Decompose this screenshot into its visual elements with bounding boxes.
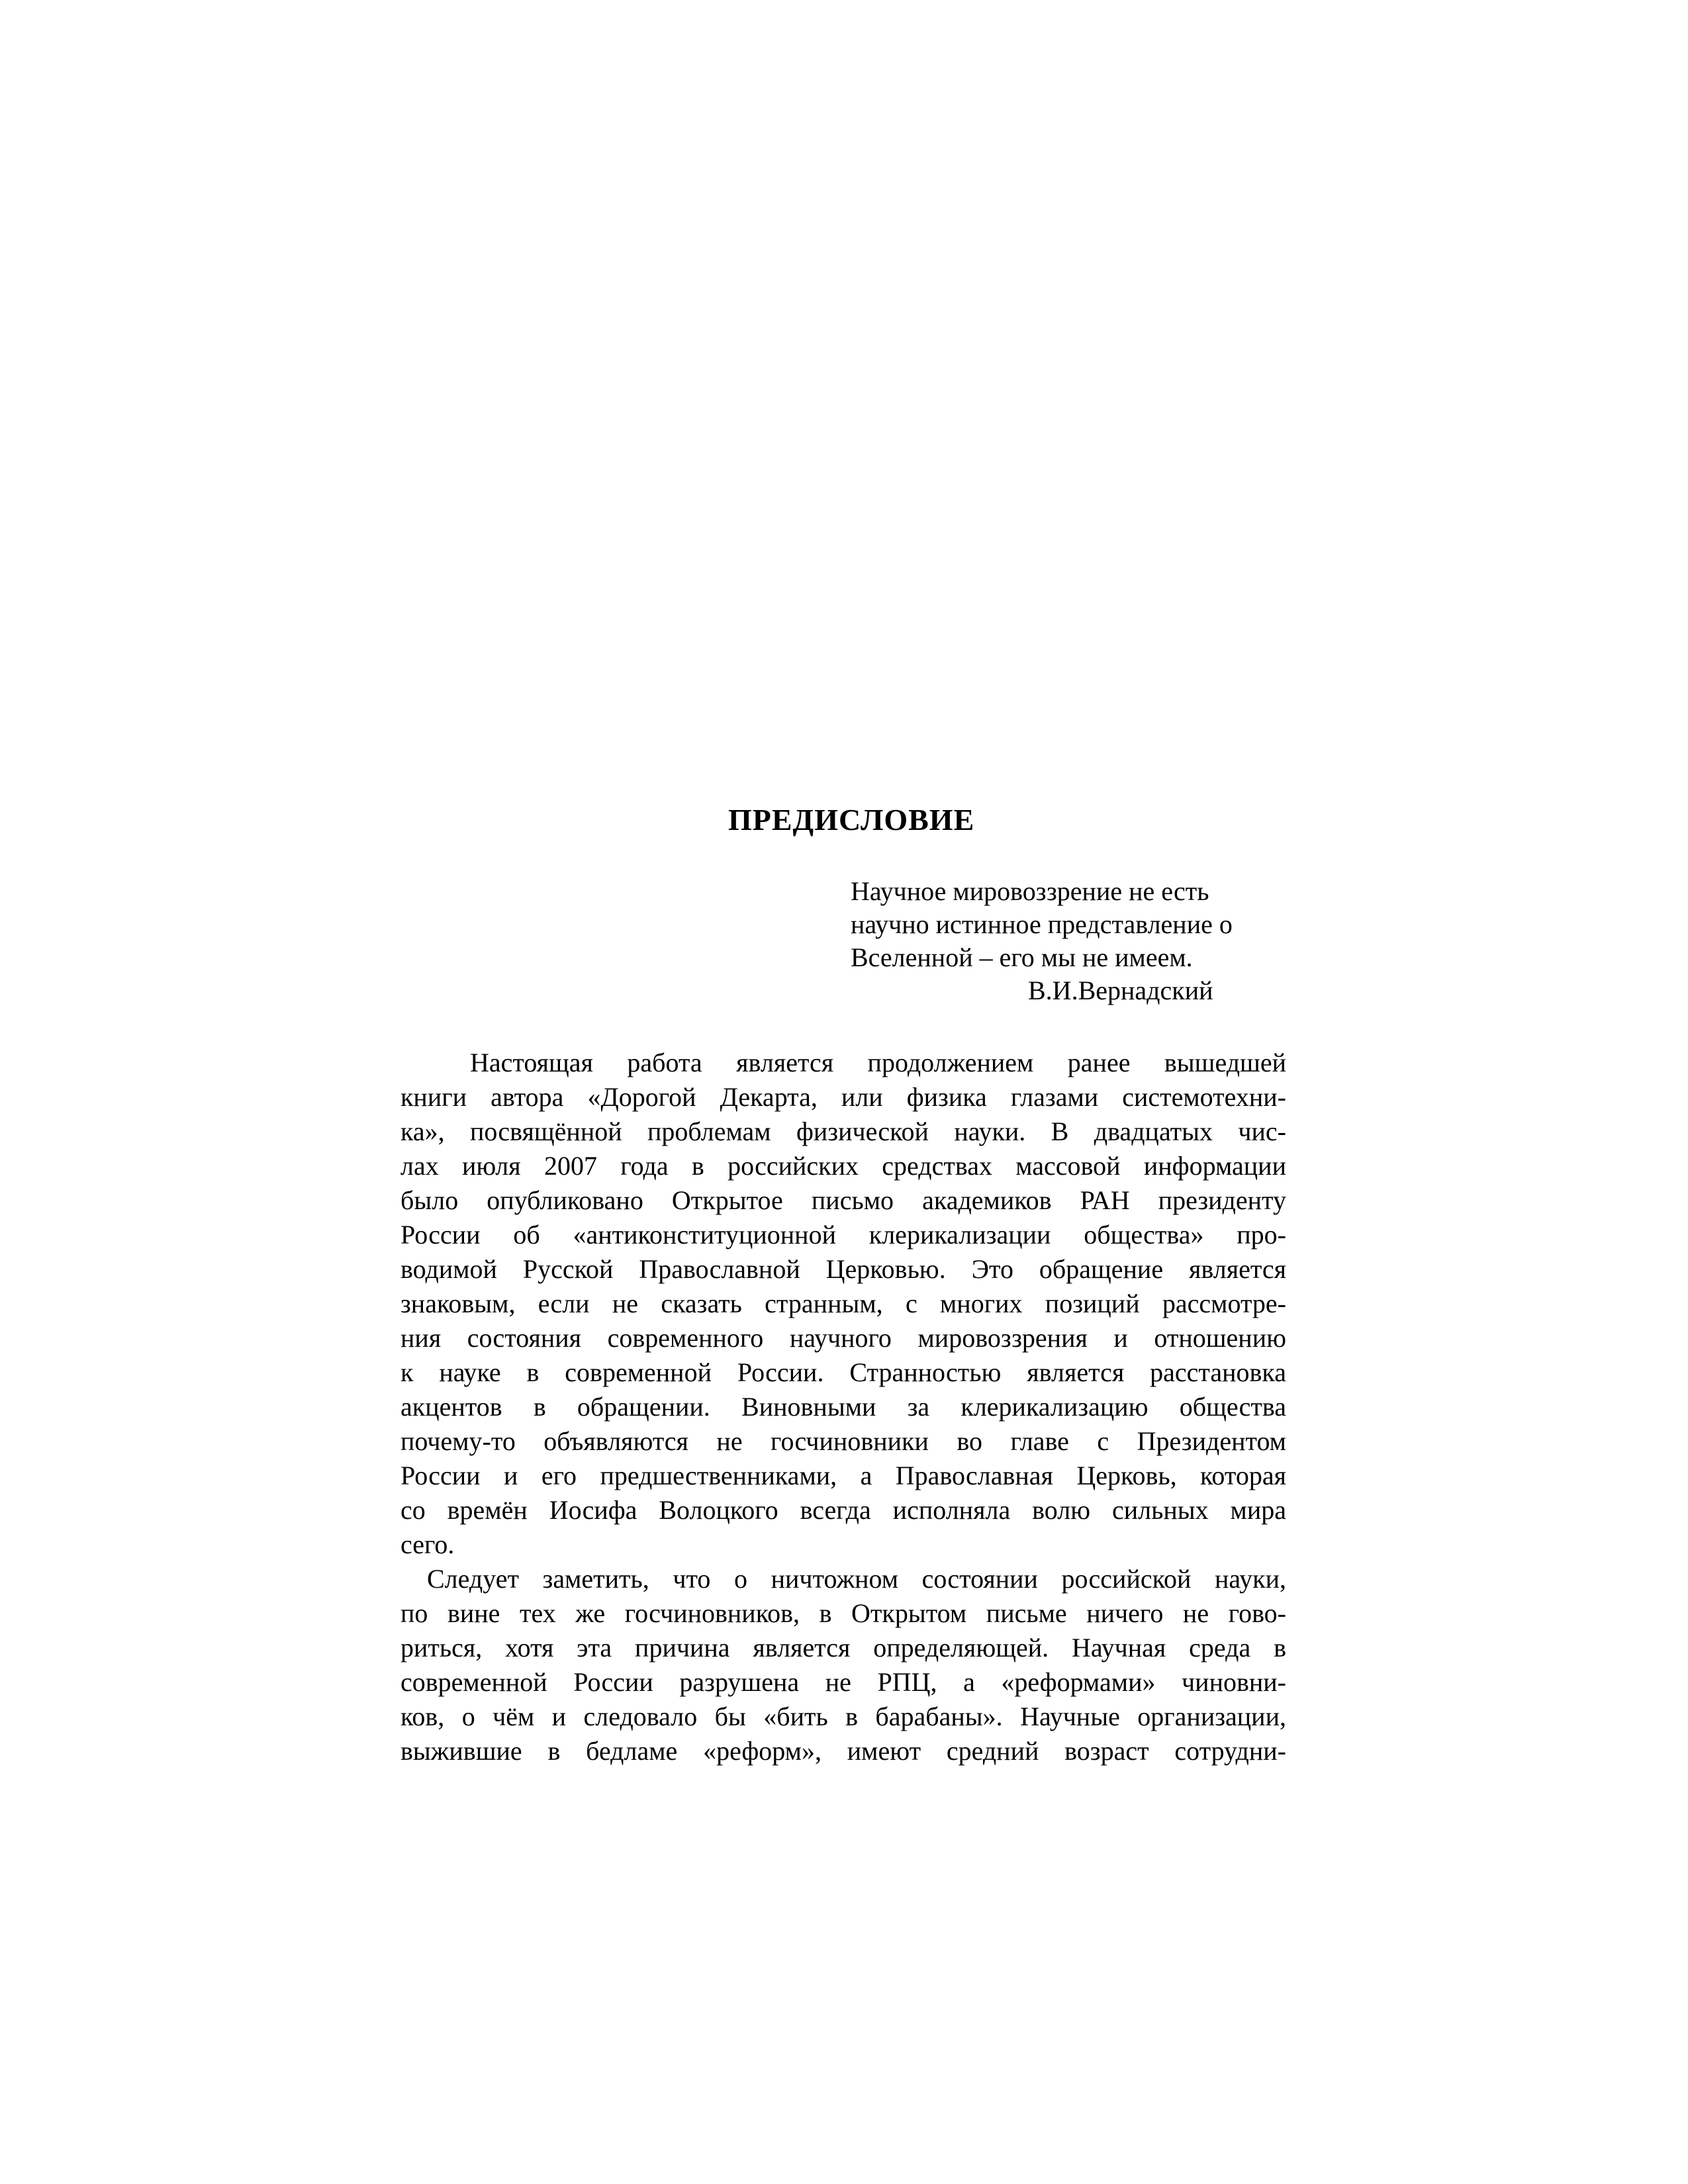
text-line: риться, хотя эта причина является определяющей. Научная среда в <box>400 1633 1286 1662</box>
paragraph <box>400 1562 1286 1768</box>
body-text <box>400 1046 1286 1768</box>
epigraph-line: Научное мировоззрение не есть <box>851 876 1209 906</box>
text-line: современной России разрушена не РПЦ, а «реформами» чиновни- <box>400 1667 1286 1697</box>
text-line: Настоящая работа является продолжением ранее вышедшей <box>470 1048 1286 1077</box>
text-line: сего. <box>400 1529 455 1559</box>
text-line: Следует заметить, что о ничтожном состоянии российской науки, <box>427 1564 1286 1594</box>
epigraph <box>851 875 1327 1007</box>
text-line: было опубликовано Открытое письмо академиков РАН президенту <box>400 1185 1286 1215</box>
text-line: книги автора «Дорогой Декарта, или физика глазами системотехни- <box>400 1082 1286 1112</box>
epigraph-author: В.И.Вернадский <box>1028 976 1213 1005</box>
text-line: ния состояния современного научного мировоззрения и отношению <box>400 1323 1286 1353</box>
text-line: лах июля 2007 года в российских средствах массовой информации <box>400 1151 1286 1181</box>
epigraph-line: научно истинное представление о <box>851 909 1233 939</box>
page-title: ПРЕДИСЛОВИЕ <box>728 803 975 837</box>
text-line: водимой Русской Православной Церковью. Это обращение является <box>400 1254 1286 1284</box>
text-line: ка», посвящённой проблемам физической науки. В двадцатых чис- <box>400 1116 1286 1146</box>
text-line: России об «антиконституционной клерикализации общества» про- <box>400 1220 1286 1250</box>
epigraph-line: Вселенной – его мы не имеем. <box>851 942 1193 972</box>
text-line: знаковым, если не сказать странным, с многих позиций рассмотре- <box>400 1289 1286 1318</box>
text-line: выжившие в бедламе «реформ», имеют средний возраст сотрудни- <box>400 1736 1286 1766</box>
text-line: к науке в современной России. Странностью является расстановка <box>400 1357 1286 1387</box>
text-line: со времён Иосифа Волоцкого всегда исполняла волю сильных мира <box>400 1495 1286 1525</box>
text-line: ков, о чём и следовало бы «бить в барабаны». Научные организации, <box>400 1702 1286 1731</box>
text-line: почему-то объявляются не госчиновники во главе с Президентом <box>400 1426 1286 1456</box>
text-line: акцентов в обращении. Виновными за клерикализацию общества <box>400 1392 1286 1422</box>
paragraph <box>400 1046 1286 1562</box>
text-line: России и его предшественниками, а Православная Церковь, которая <box>400 1461 1286 1490</box>
text-line: по вине тех же госчиновников, в Открытом письме ничего не гово- <box>400 1598 1286 1628</box>
